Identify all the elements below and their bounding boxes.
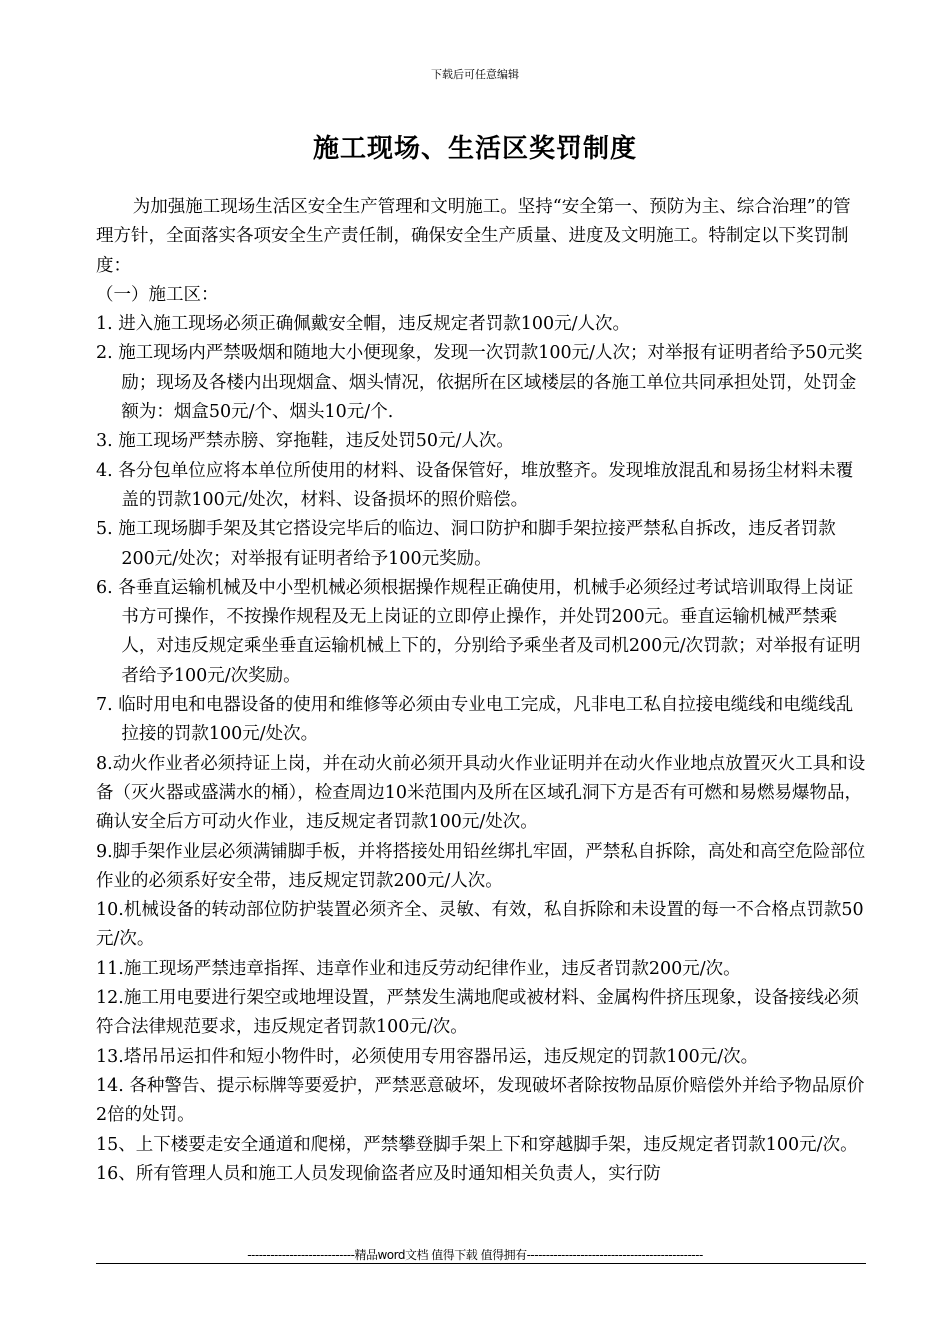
document-title: 施工现场、生活区奖罚制度 (312, 134, 637, 164)
document-body (96, 193, 866, 1189)
rule-item-15: 15、上下楼要走安全通道和爬梯，严禁攀登脚手架上下和穿越脚手架，违反规定者罚款100元/次。 (96, 1134, 858, 1155)
footer-note: ----------------------------精品word文档 值得下载 值得拥有---------------------------------------------- (247, 1248, 703, 1262)
rule-item-7: 7. 临时用电和电器设备的使用和维修等必须由专业电工完成，凡非电工私自拉接电缆线和电缆线乱拉接的罚款100元/处次。 (96, 695, 854, 745)
rule-item-5: 5. 施工现场脚手架及其它搭设完毕后的临边、洞口防护和脚手架拉接严禁私自拆改，违反者罚款200元/处次；对举报有证明者给予100元奖励。 (96, 519, 836, 569)
rule-item-8: 8.动火作业者必须持证上岗，并在动火前必须开具动火作业证明并在动火作业地点放置灭火工具和设备（灭火器或盛满水的桶），检查周边10米范围内及所在区域孔洞下方是否有可燃和易燃易爆物品，确认安全后方可动火作业，违反规定者罚款100元/处次。 (96, 753, 866, 833)
rule-item-6: 6. 各垂直运输机械及中小型机械必须根据操作规程正确使用，机械手必须经过考试培训取得上岗证书方可操作，不按操作规程及无上岗证的立即停止操作，并处罚200元。垂直运输机械严禁乘人，对违反规定乘坐垂直运输机械上下的，分别给予乘坐者及司机200元/次罚款；对举报有证明者给予100元/次奖励。 (96, 577, 861, 686)
intro-paragraph: 为加强施工现场生活区安全生产管理和文明施工。坚持“安全第一、预防为主、综合治理”的管理方针，全面落实各项安全生产责任制，确保安全生产质量、进度及文明施工。特制定以下奖罚制度： (96, 197, 851, 276)
footer-divider (96, 1263, 866, 1264)
rule-item-2: 2. 施工现场内严禁吸烟和随地大小便现象，发现一次罚款100元/人次；对举报有证明者给予50元奖励；现场及各楼内出现烟盒、烟头情况，依据所在区域楼层的各施工单位共同承担处罚，处罚金额为：烟盒50元/个、烟头10元/个. (96, 343, 863, 423)
rule-item-4: 4. 各分包单位应将本单位所使用的材料、设备保管好，堆放整齐。发现堆放混乱和易扬尘材料未覆盖的罚款100元/处次，材料、设备损坏的照价赔偿。 (96, 460, 854, 510)
rule-item-9: 9.脚手架作业层必须满铺脚手板，并将搭接处用铅丝绑扎牢固，严禁私自拆除，高处和高空危险部位作业的必须系好安全带，违反规定罚款200元/人次。 (96, 841, 866, 891)
rule-item-13: 13.塔吊吊运扣件和短小物件时，必须使用专用容器吊运，违反规定的罚款100元/次。 (96, 1046, 759, 1067)
rule-item-16: 16、所有管理人员和施工人员发现偷盗者应及时通知相关负责人，实行防 (96, 1163, 661, 1184)
rule-item-12: 12.施工用电要进行架空或地埋设置，严禁发生满地爬或被材料、金属构件挤压现象，设备接线必须符合法律规范要求，违反规定者罚款100元/次。 (96, 988, 859, 1038)
header-note: 下载后可任意编辑 (431, 68, 519, 81)
rule-item-11: 11.施工现场严禁违章指挥、违章作业和违反劳动纪律作业，违反者罚款200元/次。 (96, 958, 741, 979)
section-heading: （一）施工区： (96, 284, 219, 305)
rule-item-14: 14. 各种警告、提示标牌等要爱护，严禁恶意破坏，发现破坏者除按物品原价赔偿外并给予物品原价2倍的处罚。 (96, 1075, 865, 1126)
rule-item-3: 3. 施工现场严禁赤膀、穿拖鞋，违反处罚50元/人次。 (96, 431, 514, 452)
rule-item-10: 10.机械设备的转动部位防护装置必须齐全、灵敏、有效，私自拆除和未设置的每一不合格点罚款50元/次。 (96, 900, 864, 950)
rule-item-1: 1. 进入施工现场必须正确佩戴安全帽，违反规定者罚款100元/人次。 (96, 314, 631, 335)
